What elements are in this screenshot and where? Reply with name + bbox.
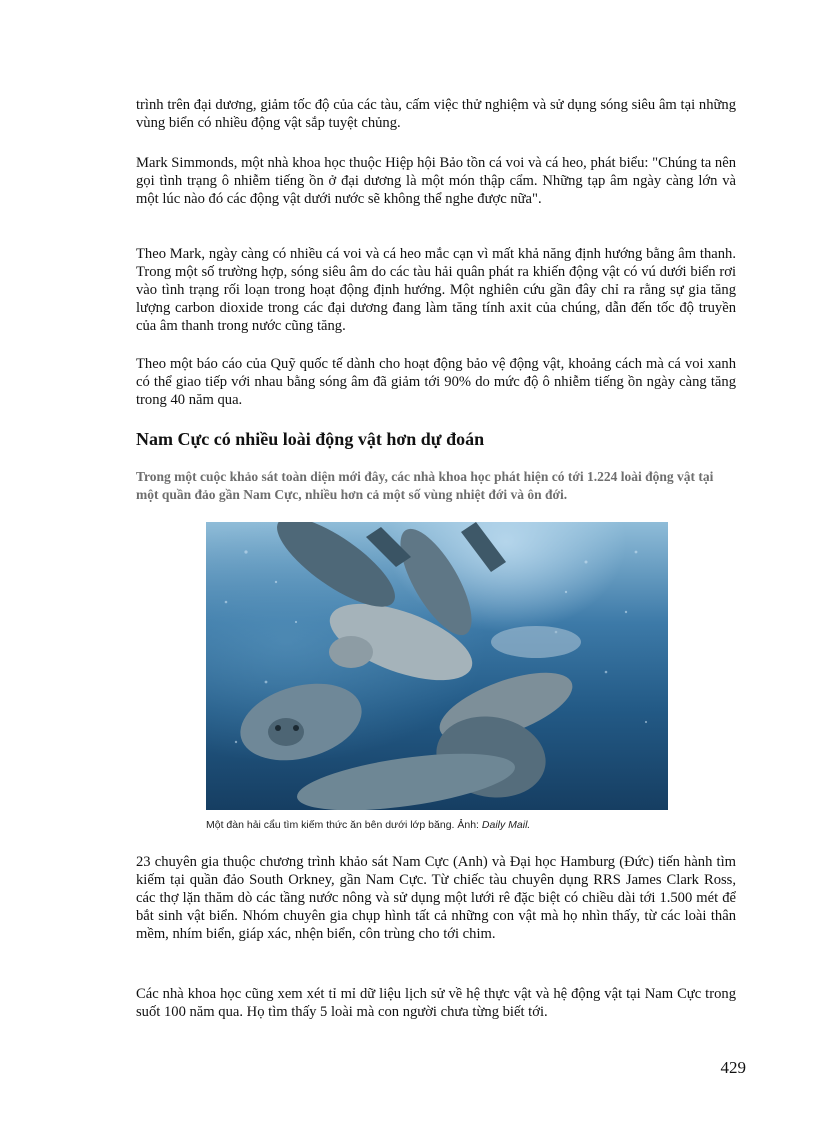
caption-text: Một đàn hải cẩu tìm kiếm thức ăn bên dưới lớp băng. Ảnh: [206,819,482,831]
paragraph-mark-simmonds-quote: Mark Simmonds, một nhà khoa học thuộc Hiệp hội Bảo tồn cá voi và cá heo, phát biểu: "Chúng ta nên gọi tình trạng ô nhiễm tiếng ồn ở đại dương là một món thập cẩm. Những tạp âm ngày càng lớn và một lúc nào đó các động vật dưới nước sẽ không thể nghe được nữa". [136,155,736,207]
seals-under-ice-photo [206,522,668,810]
caption-source: Daily Mail. [481,819,531,831]
paragraph-blue-whale-report: Theo một báo cáo của Quỹ quốc tế dành cho hoạt động bảo vệ động vật, khoảng cách mà cá voi xanh có thể giao tiếp với nhau bằng sóng âm đã giảm tới 90% do mức độ ô nhiễm tiếng ồn ngày càng tăng trong 40 năm qua. [136,356,736,408]
seals-illustration [206,522,668,810]
photo-caption [206,818,668,832]
paragraph-whale-stranding: Theo Mark, ngày càng có nhiều cá voi và cá heo mắc cạn vì mất khả năng định hướng bằng âm thanh. Trong một số trường hợp, sóng siêu âm do các tàu hải quân phát ra khiến động vật có vú dưới biển rơi vào tình trạng rối loạn trong hoạt động định hướng. Một nghiên cứu gần đây chỉ ra rằng sự gia tăng lượng carbon dioxide trong các đại dương đang làm tăng tính axit của chúng, dẫn đến tốc độ truyền của âm thanh trong nước cũng tăng. [136,246,736,334]
article-lead: Trong một cuộc khảo sát toàn diện mới đây, các nhà khoa học phát hiện có tới 1.224 loài động vật tại một quần đảo gần Nam Cực, nhiều hơn cả một số vùng nhiệt đới và ôn đới. [136,469,714,502]
page-number: 429 [720,1058,746,1077]
paragraph-noise-regulation: trình trên đại dương, giảm tốc độ của các tàu, cấm việc thử nghiệm và sử dụng sóng siêu âm tại những vùng biển có nhiều động vật sắp tuyệt chủng. [136,97,736,131]
article-heading: Nam Cực có nhiều loài động vật hơn dự đoán [136,429,485,449]
paragraph-expedition: 23 chuyên gia thuộc chương trình khảo sát Nam Cực (Anh) và Đại học Hamburg (Đức) tiến hành tìm kiếm tại quần đảo South Orkney, gần Nam Cực. Từ chiếc tàu chuyên dụng RRS James Clark Ross, các thợ lặn thăm dò các tầng nước nông và sử dụng một lưới rê đặc biệt có chiều dài tới 1.500 mét để bắt sinh vật biển. Nhóm chuyên gia chụp hình tất cả những con vật mà họ nhìn thấy, từ các loài thân mềm, nhím biển, giáp xác, nhện biển, côn trùng cho tới chim. [136,854,736,942]
paragraph-historical-data: Các nhà khoa học cũng xem xét tỉ mỉ dữ liệu lịch sử về hệ thực vật và hệ động vật tại Nam Cực trong suốt 100 năm qua. Họ tìm thấy 5 loài mà con người chưa từng biết tới. [136,986,736,1020]
